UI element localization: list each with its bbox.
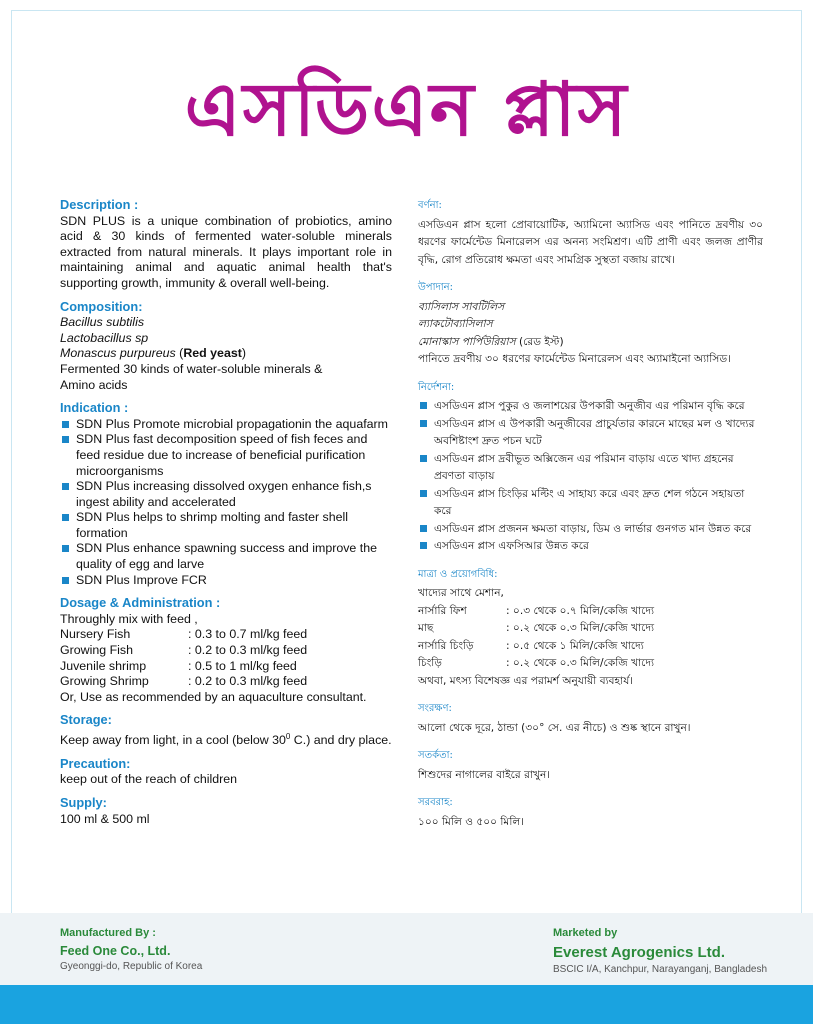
bn-dosage-row <box>418 603 763 621</box>
bn-description-text: এসডিএন প্লাস হলো প্রোবায়োটিক, অ্যামিনো অ্যাসিড এবং পানিতে দ্রবণীয় ৩০ ধরণের ফার্মেন্টেড মিনারেলস এর অনন্য সংমিশ্রণ। এটি প্রাণী এবং জলজ প্রাণীর বৃদ্ধি, রোগ প্রতিরোধ ক্ষমতা এবং সামগ্রিক সুস্থতা বজায় রাখে। <box>418 218 763 266</box>
bn-dosage-note: অথবা, মৎস্য বিশেষজ্ঞ এর পরামর্শ অনুযায়ী ব্যবহার্য। <box>418 674 634 687</box>
indication-item: SDN Plus Promote microbial propagationin the aquafarm <box>60 417 392 433</box>
manufacturer-name: Feed One Co., Ltd. <box>60 944 171 958</box>
bn-storage-heading: সংরক্ষণ: <box>418 703 452 714</box>
bn-supply-heading: সরবরাহ: <box>418 797 453 808</box>
description-text: SDN PLUS is a unique combination of probiotics, amino acid & 30 kinds of fermented water-soluble minerals extracted from natural minerals. It plays important role in maintaining animal and aquatic animal health that's supporting growth, immunity & overall well-being. <box>60 213 392 290</box>
bn-composition-item: ল্যাকটোব্যাসিলাস <box>418 318 493 330</box>
bn-dosage-row <box>418 655 763 673</box>
dosage-key: Growing Fish <box>60 643 133 658</box>
bn-composition-item-name: মোনাস্কাস পার্পিউরিয়াস <box>418 335 516 348</box>
indication-item: SDN Plus helps to shrimp molting and faster shell formation <box>60 510 392 541</box>
bn-composition-heading: উপাদান: <box>418 282 453 293</box>
precaution-heading: Precaution: <box>60 755 131 771</box>
manufacturer-block <box>60 927 202 972</box>
manufacturer-address: Gyeonggi-do, Republic of Korea <box>60 961 203 972</box>
bn-indication-heading: নির্দেশনা: <box>418 381 455 393</box>
bn-precaution-heading: সতর্কতা: <box>418 750 453 761</box>
bn-dosage-row <box>418 638 763 656</box>
bn-indication-item: এসডিএন প্লাস দ্রবীভূত অক্সিজেন এর পরিমান বাড়ায় এতে খাদ্য গ্রহনের প্রবণতা বাড়ায় <box>418 451 763 486</box>
storage-heading: Storage: <box>60 712 112 728</box>
storage-text <box>60 729 392 749</box>
bn-dosage-value: : ০.৫ থেকে ১ মিলি/কেজি খাদ্যে <box>506 639 644 652</box>
dosage-key: Juvenile shrimp <box>60 658 147 673</box>
bn-indication-item: এসডিএন প্লাস এ উপকারী অনুজীবের প্রাচুর্যতার কারনে মাছের মল ও খাদ্যের অবশিষ্টাংশ দ্রুত পচন ঘটে <box>418 416 763 451</box>
storage-text-b: C.) and dry place. <box>290 733 392 748</box>
product-title: এসডিএন প্লাস <box>184 67 629 153</box>
storage-text-a: Keep away from light, in a cool (below 30 <box>60 733 286 748</box>
indication-item: SDN Plus Improve FCR <box>60 573 392 589</box>
bn-dosage-heading: মাত্রা ও প্রয়োগবিধি: <box>418 568 498 580</box>
bn-composition-item <box>418 334 763 352</box>
storage-degree: 0 <box>285 732 291 741</box>
bn-indication-list <box>418 398 763 556</box>
english-column <box>60 197 392 827</box>
composition-heading: Composition: <box>60 298 143 314</box>
marketer-block <box>553 927 767 975</box>
indication-item: SDN Plus fast decomposition speed of fish feces and feed residue due to increase of beneficial purification microorganisms <box>60 432 392 479</box>
dosage-value: : 0.3 to 0.7 ml/kg feed <box>188 627 308 642</box>
bn-composition-line: পানিতে দ্রবণীয় ৩০ ধরণের ফার্মেন্টেড মিনারেলস এবং অ্যামাইনো অ্যাসিড। <box>418 353 731 365</box>
indication-item: SDN Plus increasing dissolved oxygen enhance fish,s ingest ability and accelerated <box>60 479 392 510</box>
composition-item-name: Monascus purpureus <box>60 346 176 361</box>
dosage-value: : 0.2 to 0.3 ml/kg feed <box>188 643 308 658</box>
indication-list <box>60 417 392 589</box>
precaution-text: keep out of the reach of children <box>60 772 238 787</box>
red-yeast-close: ) <box>241 346 246 361</box>
bn-supply-text: ১০০ মিলি ও ৫০০ মিলি। <box>418 815 525 828</box>
dosage-row <box>60 659 392 675</box>
bn-dosage-key: নার্সারি ফিশ <box>418 604 467 617</box>
indication-item: SDN Plus enhance spawning success and improve the quality of egg and larve <box>60 541 392 572</box>
bn-indication-item: এসডিএন প্লাস পুকুর ও জলাশয়ের উপকারী অনুজীব এর পরিমান বৃদ্ধি করে <box>418 398 763 416</box>
bn-indication-item: এসডিএন প্লাস এফসিআর উন্নত করে <box>418 538 763 556</box>
manufacturer-label: Manufactured By : <box>60 927 156 939</box>
bn-dosage-value: : ০.২ থেকে ০.৩ মিলি/কেজি খাদ্যে <box>506 622 655 634</box>
bn-description-heading: বর্ণনা: <box>418 200 442 211</box>
composition-item: Bacillus subtilis <box>60 315 145 330</box>
bn-composition-item: ব্যাসিলাস সাবটিলিস <box>418 300 505 313</box>
dosage-row <box>60 643 392 659</box>
bn-dosage-key: চিংড়ি <box>418 657 442 669</box>
red-yeast-label: Red yeast <box>183 346 242 361</box>
description-heading: Description : <box>60 197 139 212</box>
dosage-value: : 0.2 to 0.3 ml/kg feed <box>188 674 308 689</box>
dosage-key: Nursery Fish <box>60 627 131 642</box>
supply-text: 100 ml & 500 ml <box>60 811 150 826</box>
red-yeast-open: ( <box>179 346 184 361</box>
bn-dosage-value: : ০.২ থেকে ০.৩ মিলি/কেজি খাদ্যে <box>506 657 655 669</box>
bn-dosage-key: মাছ <box>418 622 434 634</box>
dosage-heading: Dosage & Administration : <box>60 595 221 611</box>
dosage-row <box>60 674 392 690</box>
bn-dosage-row <box>418 620 763 638</box>
dosage-note: Or, Use as recommended by an aquaculture consultant. <box>60 689 367 704</box>
bn-indication-item: এসডিএন প্লাস প্রজনন ক্ষমতা বাড়ায়, ডিম ও লার্ভার গুনগত মান উন্নত করে <box>418 521 763 539</box>
bn-indication-item: এসডিএন প্লাস চিংড়ির মল্টিং এ সাহায্য করে এবং দ্রুত শেল গঠনে সহায়তা করে <box>418 486 763 521</box>
bangla-column <box>418 197 763 831</box>
supply-heading: Supply: <box>60 794 107 810</box>
composition-line: Amino acids <box>60 377 128 392</box>
bn-precaution-text: শিশুদের নাগালের বাইরে রাখুন। <box>418 768 551 781</box>
marketer-name: Everest Agrogenics Ltd. <box>553 944 725 961</box>
dosage-row <box>60 627 392 643</box>
dosage-value: : 0.5 to 1 ml/kg feed <box>188 658 297 673</box>
bn-dosage-value: : ০.৩ থেকে ০.৭ মিলি/কেজি খাদ্যে <box>506 604 655 617</box>
composition-item <box>60 346 392 362</box>
dosage-intro: Throughly mix with feed , <box>60 611 198 626</box>
composition-line: Fermented 30 kinds of water-soluble minerals & <box>60 361 323 376</box>
marketer-label: Marketed by <box>553 927 618 939</box>
marketer-address: BSCIC I/A, Kanchpur, Narayanganj, Bangladesh <box>553 964 768 975</box>
indication-heading: Indication : <box>60 400 129 416</box>
footer-bar <box>0 985 813 1024</box>
dosage-key: Growing Shrimp <box>60 674 149 689</box>
composition-item: Lactobacillus sp <box>60 330 149 345</box>
bn-red-yeast: (রেড ইস্ট) <box>515 335 564 348</box>
bn-storage-text: আলো থেকে দূরে, ঠান্ডা (৩০° সে. এর নীচে) ও শুষ্ক স্থানে রাখুন। <box>418 721 691 734</box>
bn-dosage-intro: খাদ্যের সাথে মেশান, <box>418 587 504 599</box>
bn-dosage-key: নার্সারি চিংড়ি <box>418 639 474 652</box>
